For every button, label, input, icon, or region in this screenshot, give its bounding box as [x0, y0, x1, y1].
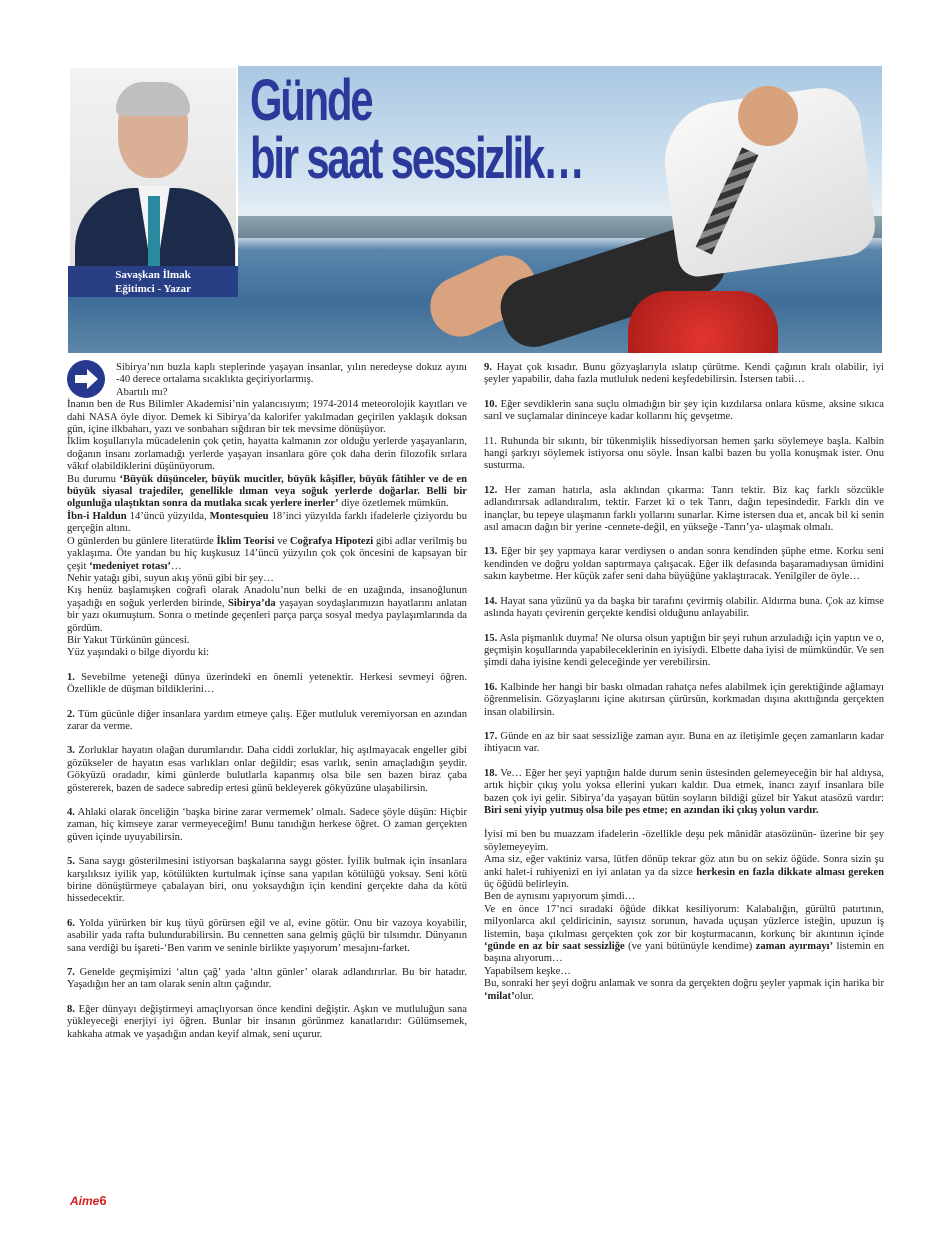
title-line-2: bir saat sessizlik…: [250, 126, 583, 191]
list-item: [67, 745, 467, 795]
text: Kış henüz başlamışken coğrafi olarak Anadolu’nun belki de en uzağında, insanoğlunun yaşadığı en soğuk yerlerden birinde,: [67, 585, 467, 609]
text: Yolda yürürken bir kuş tüyü görürsen eğil ve al, evine götür. Onu bir vazoya koyabilir, asabilir yada rafta bulundurabilirsin. Bu cennetten sana gelmiş güçlü bir tılsımdır. Dünyanın sana verdiği bu işareti-‘Ben varım ve seninle birlikte yaşıyorum’ mesajını-farket.: [67, 917, 467, 954]
text: Sevebilme yeteneği dünya üzerindeki en önemli yetenektir. Herkesi sevmeyi öğren. Özellikle de düşman bildiklerini…: [67, 671, 467, 696]
item-number: 8.: [67, 1003, 75, 1015]
text: Eğer dünyayı değiştirmeyi amaçlıyorsan önce kendini değiştir. Aşkın ve mutluluğun sana yükleyeceği enerjiyi iyi öğren. Bunlar bir insanın görünmez kanatlarıdır: Gülümsemek, kahkaha atmak ve yaşadığın andan keyif almak, seni uçurur.: [67, 1003, 467, 1040]
text: Genelde geçmişimizi ‘altın çağ’ yada ‘altın günler’ olarak adlandırırlar. Bu bir hatadır. Yaşadığın her an tam olarak senin altın çağındır.: [67, 967, 467, 991]
text: Ruhunda bir sıkıntı, bir tükenmişlik hissediyorsan hemen şarkı söylemeye başla. Kalbin hangi şarkıyı söylemek istiyorsa onu söyle. İnsan kalbi bazen bu yolla konuşmak ister. Onu susturma.: [484, 435, 884, 472]
paragraph: [484, 904, 884, 966]
text: Eğer sevdiklerin sana suçlu olmadığın bir şey için kızdılarsa onlara küsme, aksine sıkıca sarıl ve suçlamalar dininceye kadar kollarını hiç gevşetme.: [484, 398, 884, 423]
list-item: [67, 709, 467, 734]
text: Kalbinde her hangi bir baskı olmadan rahatça nefes alabilmek için gerektiğinde ağlamayı öğrenmelisin. Gözyaşlarını içine akıtırsan çürürsün, korkmadan dışına akıttığında gerçekten insan olabilirsin.: [484, 681, 884, 718]
text: listemin en başına alıyorum…: [484, 941, 884, 965]
page-footer: [70, 1192, 107, 1210]
item-number: 16.: [484, 681, 498, 693]
paragraph: İklim koşullarıyla mücadelenin çok çetin, hayatta kalmanın zor olduğu yerlerde yaşayanların, doğanın insanı zorlamadığı yerlerde yaşayan insanlara göre çok daha derin filozofik sırlara vâkıf olabildiklerini düşünüyorum.: [67, 436, 467, 473]
text: Eğer bir şey yapmaya karar verdiysen o andan sonra kendinden şüphe etme. Korku seni kendinden ve doğru yoldan saptırmaya çalışacak. Eğer ilk defasında başaramadıysan ümidini sakın kaybetme. Her küçük zafer seni daha büyüğüne yaklaştıracak. Yenilgiler de öyle…: [484, 546, 884, 583]
paragraph: Nehir yatağı gibi, suyun akış yönü gibi bir şey…: [67, 572, 274, 584]
bold-name: Montesquieu: [209, 510, 269, 522]
item-number: 9.: [484, 362, 492, 373]
list-item: [484, 633, 884, 670]
paragraph: İnanın ben de Rus Bilimler Akademisi’nin yalancısıyım; 1974-2014 meteorolojik kayıtları ve dahi NASA öyle diyor. Demek ki Sibirya’da kalorifer yakılmadan geçirilen yaklaşık doksan gün, içine ilkbaharı, yazı ve sonbaharı sığdıran bir tek mevsime dönüşüyor.: [67, 399, 467, 436]
red-chair: [628, 291, 778, 353]
bold-term: Sibirya’da: [228, 597, 276, 609]
item-number: 4.: [67, 807, 75, 818]
item-number: 7.: [67, 967, 75, 979]
list-item: [484, 596, 884, 621]
bold-term: ‘medeniyet rotası’: [89, 560, 171, 572]
text: Ama siz, eğer vaktiniz varsa, lütfen dönüp tekrar göz atın bu on sekiz öğüde. Sonra sizin şu anki halet-i ruhiyenizi en iyi anlatan ya da sizce: [484, 854, 884, 878]
list-item: [484, 731, 884, 756]
item-number: 17.: [484, 730, 498, 742]
text: Bu, sonraki her şeyi doğru anlamak ve sonra da gerçekten doğru şeyler yapmak için harika bir: [484, 978, 884, 990]
author-role: Eğitimci - Yazar: [115, 283, 191, 295]
paragraph: [484, 854, 884, 891]
paragraph: Yüz yaşındaki o bilge diyordu ki:: [67, 647, 210, 659]
item-number: 1.: [67, 671, 75, 683]
text: …: [170, 560, 182, 572]
item-number: 14.: [484, 595, 498, 607]
text: diye özetlemek mümkün.: [338, 498, 449, 510]
item-number: 6.: [67, 917, 75, 929]
bold-proverb: Biri seni yiyip yutmuş olsa bile pes etme; en azından iki çıkış yolun vardır.: [484, 804, 819, 816]
left-column: [67, 362, 467, 1041]
paragraph: [67, 585, 467, 635]
text: üç öğüdü belirleyin.: [484, 879, 570, 890]
list-item: [484, 362, 884, 387]
text: Asla pişmanlık duyma! Ne olursa olsun yaptığın bir şeyi ruhun arzuladığı için yaptın ve o, geçmişin koşullarında yapabileceklerinin en iyisiydi. Elbette daha iyisi de mümkündür. Ve sen şimdi daha iyisine kendi geleceğinde yer verebilirsin.: [484, 632, 884, 669]
bold-quote: ‘Büyük düşünceler, büyük mucitler, büyük kâşifler, büyük fâtihler ve de en büyük siyasal trajediler, genellikle ılıman veya soğuk yerlerde doğarlar. Belli bir olgunluğa ulaştıktan sonra da mutlaka sıcak yerlere inerler’: [67, 473, 467, 510]
magazine-logo: Aime: [70, 1194, 100, 1208]
bold-name: İbn-i Haldun: [67, 510, 127, 522]
author-name: Savaşkan İlmak: [115, 269, 191, 281]
text: olur.: [514, 990, 534, 1002]
text: Hayat çok kısadır. Bunu gözyaşlarıyla ıslatıp çürütme. Kendi çağının kralı olabilir, iyi şeyler yapabilir, daha fazla mutluluk nedeni keşfedebilirsin. İstersen tabii…: [484, 362, 884, 386]
item-number: 3.: [67, 745, 75, 757]
author-caption: [68, 266, 238, 297]
text: Ve en önce 17’nci sıradaki öğüde dikkat kesiliyorum: Kalabalığın, gürültü patırtının, milyonlarca akıl çeldiricinin, sayısız sorunun, havada uçuşan yüzlerce isteğin, upuzun iş listemin, başa çıkılması gerçekten çok zor bir koşturmacanın, korkunç bir akıntının içinde: [484, 903, 884, 940]
text: Hayat sana yüzünü ya da başka bir tarafını çevirmiş olabilir. Aldırma buna. Çok az kimse aslında hayatı çevirenin gerçekte kendisi olduğunu anlayabilir.: [484, 595, 884, 620]
list-item: [484, 768, 884, 818]
bold-term: ‘günde en az bir saat sessizliğe: [484, 941, 625, 953]
list-item: [67, 918, 467, 955]
list-item: [67, 672, 467, 697]
text: Ve… Eğer her şeyi yaptığın halde durum senin üstesinden gelemeyeceğin bir hal aldıysa, artık hiçbir çıkış yolu yoksa ellerini yukarı kaldır. Dua etmek, inancı zayıf insanlara bile bazen çok iyi gelir. Sibirya’da yaşayan bütün soyların bildiği güzel bir Yakut atasözü vardır:: [484, 767, 884, 804]
author-portrait: [68, 66, 238, 296]
item-number: 18.: [484, 767, 498, 779]
list-item: [484, 399, 884, 424]
paragraph: [67, 511, 467, 536]
portrait-hair: [116, 82, 190, 116]
item-number: 11.: [484, 435, 497, 447]
list-item: [484, 546, 884, 583]
page-number: 6: [99, 1193, 107, 1208]
paragraph: [484, 978, 884, 1003]
list-item: [484, 485, 884, 535]
text: 14’üncü yüzyılda,: [126, 510, 210, 522]
list-item: [67, 1004, 467, 1041]
text: Ahlaki olarak önceliğin ‘başka birine zarar vermemek’ olmalı. Sadece şöyle düşün: Hiçbir zaman, hiç kimseye zarar vermeyeceğim! Bunu tanıdığın herkese öğret. O zaman gerçekten güven içinde uyuyabilirsin.: [67, 807, 467, 843]
text: O günlerden bu günlere literatürde: [67, 535, 217, 547]
bold-term: Coğrafya Hipotezi: [289, 535, 374, 547]
paragraph: [67, 536, 467, 573]
text: Bu durumu: [67, 473, 120, 485]
portrait-tie: [148, 196, 160, 266]
text: 18’inci yüzyılda farklı ifadelerle çiziyordu bu gerçeğin altını.: [67, 510, 467, 535]
paragraph: İyisi mi ben bu muazzam ifadelerin -özellikle deşu pek mânidâr atasözünün- üzerine bir şey söylemeyeyim.: [484, 829, 884, 853]
item-number: 5.: [67, 856, 75, 868]
bold-term: ‘milat’: [484, 990, 515, 1002]
paragraph: Sibirya’nın buzla kaplı steplerinde yaşayan insanlar, yılın neredeyse dokuz ayını -40 derece ortalama sıcaklıkta geçiriyorlarmış.: [116, 362, 467, 386]
text: Sana saygı gösterilmesini istiyorsan başkalarına saygı göster. İyilik bulmak için insanlara karşılıksız iyilik yap, kötülükten kurtulmak içinse sana yapılan kötülüğü yoksay. Seni kötü birine dönüştürmeye çabalayan biri, onu yoksaydığın için kendini gerçekte daha da kötü hissedecektir.: [67, 856, 467, 905]
bold-term: zaman ayırmayı’: [755, 941, 834, 953]
text: Tüm gücünle diğer insanlara yardım etmeye çalış. Eğer mutluluk veremiyorsan en azından zarar da verme.: [67, 708, 467, 732]
item-number: 13.: [484, 546, 498, 558]
bold-term: İklim Teorisi: [216, 535, 275, 547]
text: ve: [274, 535, 290, 547]
paragraph: Abartılı mı?: [116, 386, 168, 398]
text: yaşayan soydaşlarımızın hayatlarını anlatan bir yazı okumuştum. Sonra o metinde geçenleri parça parça sosyal medya paylaşımlarında da gördüm.: [67, 597, 467, 634]
item-number: 12.: [484, 484, 498, 496]
right-column: [484, 362, 884, 1003]
page-title: [250, 68, 583, 191]
list-item: [67, 856, 467, 906]
paragraph: [67, 474, 467, 511]
paragraph: Bir Yakut Türkünün güncesi.: [67, 634, 190, 646]
list-item: [484, 682, 884, 719]
title-line-1: Günde: [250, 68, 372, 133]
list-item: [67, 967, 467, 992]
paragraph: Yapabilsem keşke…: [484, 965, 571, 977]
man-head: [738, 86, 798, 146]
item-number: 2.: [67, 708, 75, 720]
item-number: 10.: [484, 398, 498, 410]
text: gibi adlar verilmiş bu yaklaşıma. Öte yandan bu hiç kuşkusuz 14’üncü yüzyılın çok çok öncesini de kapsayan bir çeşit: [67, 535, 468, 572]
text: (ve yani bütünüyle kendime): [624, 941, 756, 953]
item-number: 15.: [484, 632, 498, 644]
text: Zorluklar hayatın olağan durumlarıdır. Daha ciddi zorluklar, hiç aşılmayacak engeller gibi gözükseler de hayatın esas varlıkları onlar değildir; esas varlık, senin amaçladığın şeydir. Gökyüzü oradadır, kimi günlerde bulutlarla kapanmış olsa bile sen bazen biraz çaba göstererek, bazen de sadece sabredip ertesi günü bekleyerek gökyüzüne ulaşabilirsin.: [67, 745, 467, 794]
text: Her zaman hatırla, asla aklından çıkarma: Tanrı tektir. Biz kaç farklı sözcükle adlandırırsak adlandıralım, tektir. Farzet ki o tek Tanrı, dağın tepesindedir. Farklı din ve inançlar, bu tepeye ulaşmanın farklı yollarını sunarlar. Kime istersen dua et, ancak bil ki senin asıl amacın dağın bir yerine -cennete-değil, en yükseğe -Tanrı’ya- ulaşmak olmalı.: [484, 484, 884, 534]
paragraph: Ben de aynısını yapıyorum şimdi…: [484, 891, 636, 903]
bold-term: herkesin en fazla dikkate alması gereken: [696, 866, 884, 878]
text: Günde en az bir saat sessizliğe zaman ayır. Buna en az iletişimle geçen zamanların kadar ihtiyacın var.: [484, 730, 884, 755]
list-item: [67, 807, 467, 844]
list-item: [484, 436, 884, 473]
